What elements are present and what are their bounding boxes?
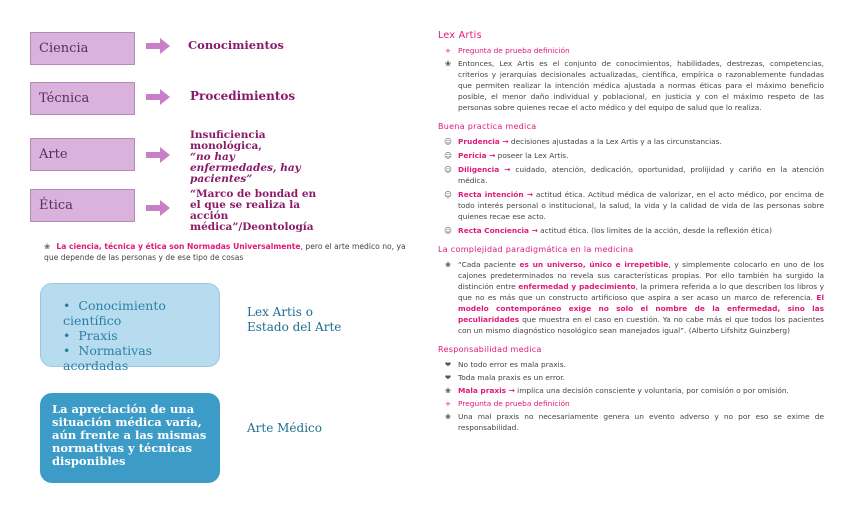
lex-artis-label: Lex Artis o Estado del Arte xyxy=(247,305,342,334)
smiley-icon: ☺ xyxy=(444,226,452,235)
list-item: ☺ Diligencia → cuidado, atención, dedicación, oportunidad, prolijidad y cariño en la atención médica. xyxy=(438,164,824,186)
result-conocimientos: Conocimientos xyxy=(188,38,284,52)
list-item: ❀ Entonces, Lex Artis es el conjunto de conocimientos, habilidades, destrezas, competencias, criterios y jerarquías decisionales actualizadas, científica, empírica o razonablemente fundadas que permiten realizar la intención médica ajustada a normas éticas para el máximo beneficio posible, el menor daño individual y poblacional, en justicia y con el máximo respeto de las personas sobre quienes recae el acto médico y del equipo de salud que lo realiza. xyxy=(438,58,824,113)
list-item: • Praxis xyxy=(63,328,219,343)
section-title-complejidad: La complejidad paradigmática en la medicina xyxy=(438,245,634,254)
flower-icon: ❀ xyxy=(44,242,51,251)
heart-icon: ❤ xyxy=(444,373,452,382)
smiley-icon: ☺ xyxy=(444,165,452,174)
cross-icon: + xyxy=(444,46,452,55)
flower-icon: ❀ xyxy=(444,412,452,421)
result-arte: Insuficiencia monológica, “no hay enfermedades, hay pacientes” xyxy=(190,129,301,185)
dark-box: La apreciación de una situación médica varía, aún frente a las mismas normativas y técnicas disponibles xyxy=(40,393,220,483)
list-item: ❀ Mala praxis → implica una decisión consciente y voluntaria, por comisión o por omisión. xyxy=(438,385,824,396)
list-item: ☺ Pericia → poseer la Lex Artis. xyxy=(438,150,824,161)
bpm-list xyxy=(438,136,824,236)
list-item: + Pregunta de prueba definición xyxy=(438,45,824,56)
diagram-note: ❀ La ciencia, técnica y ética son Normadas Universalmente, pero el arte medico no, ya que depende de las personas y de ese tipo de cosas xyxy=(44,242,406,262)
section-title-lex-artis: Lex Artis xyxy=(438,30,482,41)
section-title-responsabilidad: Responsabilidad medica xyxy=(438,345,542,354)
smiley-icon: ☺ xyxy=(444,137,452,146)
flower-icon: ❀ xyxy=(444,260,452,269)
result-etica: “Marco de bondad en el que se realiza la acción médica”/Deontología xyxy=(190,188,317,233)
list-item: • Conocimiento científico xyxy=(63,298,219,328)
list-item: ❤ No todo error es mala praxis. xyxy=(438,359,824,370)
flower-icon: ❀ xyxy=(444,386,452,395)
complejidad-paragraph: “Cada paciente es un universo, único e irrepetible, y simplemente colocarlo en uno de los cajones predeterminados no revela sus características propias. Por ello también ha surgido la distinción entre enfermedad y padecimiento, la primera referida a lo que describen los libros y que no es más que un constructo artificioso que aspira a ser acaso un marco de referencia. El modelo contemporáneo exige no solo el nombre de la enfermedad, sino las peculiaridades que muestra en el caso en cuestión. Ya no cabe más el que todos los pacientes con un mismo diagnóstico nosológico sean manejados igual”. (Alberto Lifshitz Guinzberg) xyxy=(458,260,825,335)
arte-medico-label: Arte Médico xyxy=(247,421,322,435)
result-procedimientos: Procedimientos xyxy=(190,89,296,103)
list-item: ☺ Recta intención → actitud ética. Actitud médica de valorizar, en el acto médico, por encima de todo interés personal o institucional, la salud, la vida y la calidad de vida de las personas sobre quienes recae ese acto. xyxy=(438,189,824,222)
notes-column xyxy=(438,30,824,433)
list-item: ☺ Prudencia → decisiones ajustadas a la Lex Artis y a las circunstancias. xyxy=(438,136,824,147)
heart-icon: ❤ xyxy=(444,360,452,369)
section-title-buena-practica: Buena practica medica xyxy=(438,122,537,131)
list-item: • Normativas acordadas xyxy=(63,343,219,373)
term-box-etica: Ética xyxy=(30,189,135,222)
blue-box xyxy=(40,283,220,373)
list-item xyxy=(438,259,824,336)
cross-icon: + xyxy=(444,399,452,408)
term-box-ciencia: Ciencia xyxy=(30,32,135,65)
smiley-icon: ☺ xyxy=(444,190,452,199)
resp-list xyxy=(438,359,824,433)
flower-icon: ❀ xyxy=(444,59,452,68)
list-item: + Pregunta de prueba definición xyxy=(438,398,824,409)
term-box-arte: Arte xyxy=(30,138,135,171)
term-box-tecnica: Técnica xyxy=(30,82,135,115)
list-item: ❤ Toda mala praxis es un error. xyxy=(438,372,824,383)
list-item: ☺ Recta Conciencia → actitud ética. (los limites de la acción, desde la reflexión ética) xyxy=(438,225,824,236)
smiley-icon: ☺ xyxy=(444,151,452,160)
list-item: ❀ Una mal praxis no necesariamente genera un evento adverso y no por eso se exime de responsabilidad. xyxy=(438,411,824,433)
